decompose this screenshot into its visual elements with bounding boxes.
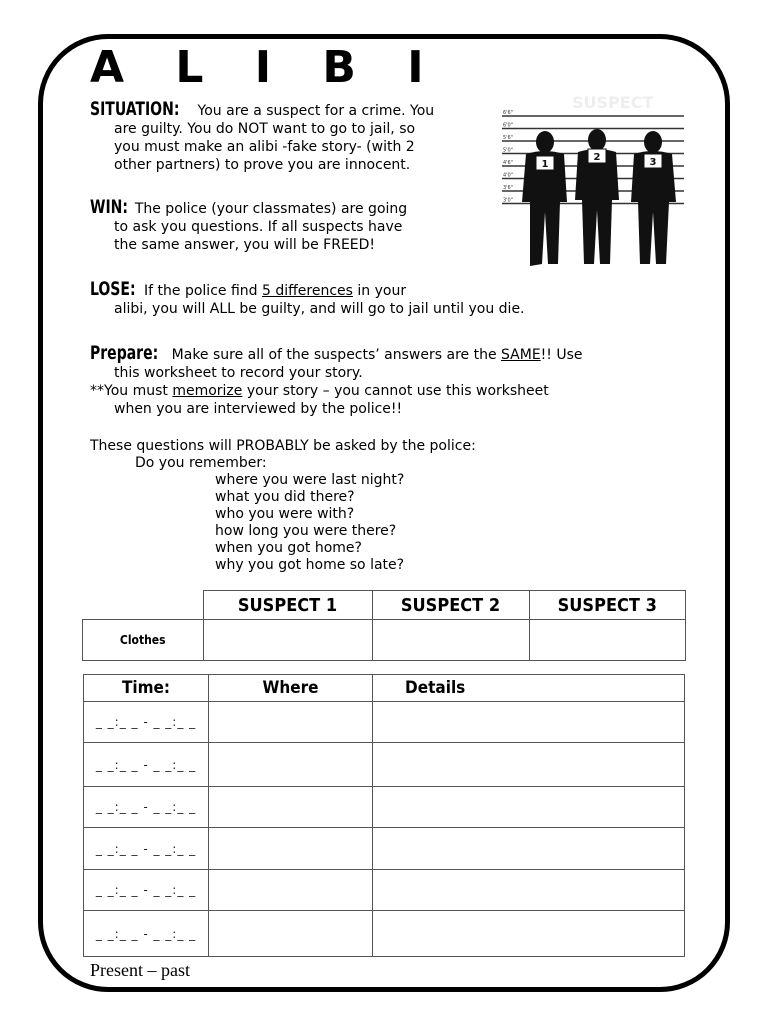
suspect-2-clothes-cell[interactable]: [372, 620, 529, 661]
win-line1: The police (your classmates) are going: [134, 201, 408, 217]
question-item: how long you were there?: [215, 523, 397, 539]
situation-line2: are guilty. You do NOT want to go to jail, so: [114, 121, 416, 137]
suspect-1-clothes-cell[interactable]: [203, 620, 372, 661]
prepare-line2: this worksheet to record your story.: [114, 365, 363, 381]
win-label: WIN:: [90, 196, 129, 218]
prepare-post: !! Use: [540, 347, 583, 363]
height-mark: 4'6": [503, 160, 514, 166]
question-item: when you got home?: [215, 540, 362, 556]
suspect-3-header: SUSPECT 3: [529, 591, 686, 620]
height-mark: 6'6": [503, 110, 514, 116]
suspect-silhouette-3: [631, 131, 676, 264]
police-lineup-image: [500, 96, 686, 268]
schedule-table: [83, 674, 685, 957]
questions-remember: Do you remember:: [135, 455, 267, 471]
win-section: [90, 198, 407, 254]
schedule-row: [84, 828, 685, 870]
prepare-label: Prepare:: [90, 342, 159, 364]
suspect-number-3: 3: [649, 157, 657, 168]
questions-intro: These questions will PROBABLY be asked by the police:: [90, 438, 476, 454]
where-cell[interactable]: [209, 828, 373, 870]
schedule-row: [84, 870, 685, 911]
suspect-number-2: 2: [593, 152, 601, 163]
where-cell[interactable]: [209, 870, 373, 911]
details-header: Details: [373, 675, 685, 702]
schedule-row: [84, 787, 685, 828]
where-cell[interactable]: [209, 702, 373, 743]
where-cell[interactable]: [209, 787, 373, 828]
height-mark: 3'0": [503, 197, 514, 204]
question-item: who you were with?: [215, 506, 355, 522]
schedule-row: [84, 911, 685, 957]
time-header: Time:: [84, 675, 209, 702]
lose-pre: If the police find: [144, 283, 258, 299]
situation-line1: You are a suspect for a crime. You: [197, 103, 435, 119]
details-cell[interactable]: [373, 870, 685, 911]
question-item: where you were last night?: [215, 472, 405, 488]
note-underlined: memorize: [172, 383, 243, 399]
time-cell[interactable]: _ _:_ _ - _ _:_ _: [84, 702, 209, 743]
where-cell[interactable]: [209, 911, 373, 957]
situation-label: SITUATION:: [90, 98, 180, 120]
schedule-row: [84, 702, 685, 743]
where-cell[interactable]: [209, 743, 373, 787]
details-cell[interactable]: [373, 787, 685, 828]
note-post: your story – you cannot use this worksheet: [246, 383, 549, 399]
suspects-table: [82, 590, 686, 661]
height-mark: 6'0": [503, 122, 514, 129]
lose-line2: alibi, you will ALL be guilty, and will go to jail until you die.: [114, 301, 525, 317]
height-mark: 3'6": [503, 185, 514, 191]
suspect-1-header: SUSPECT 1: [203, 591, 372, 620]
schedule-row: [84, 743, 685, 787]
question-item: what you did there?: [215, 489, 355, 505]
win-line3: the same answer, you will be FREED!: [114, 237, 376, 253]
height-mark: 4'0": [503, 172, 514, 179]
time-cell[interactable]: _ _:_ _ - _ _:_ _: [84, 870, 209, 911]
lose-label: LOSE:: [90, 278, 136, 300]
where-header: Where: [209, 675, 373, 702]
note-pre: **You must: [90, 383, 168, 399]
page-title: A L I B I: [90, 42, 442, 93]
questions-section: [90, 438, 476, 574]
prepare-pre: Make sure all of the suspects’ answers are the: [171, 347, 497, 363]
suspect-silhouette-2: [575, 129, 619, 264]
details-cell[interactable]: [373, 911, 685, 957]
lose-post: in your: [357, 283, 407, 299]
situation-section: [90, 100, 434, 174]
lose-underlined: 5 differences: [262, 283, 353, 299]
question-item: why you got home so late?: [215, 557, 405, 573]
situation-line4: other partners) to prove you are innocent.: [114, 157, 411, 173]
details-cell[interactable]: [373, 702, 685, 743]
height-mark: 5'0": [503, 147, 514, 154]
details-cell[interactable]: [373, 828, 685, 870]
time-cell[interactable]: _ _:_ _ - _ _:_ _: [84, 743, 209, 787]
prepare-underlined: SAME: [501, 347, 541, 363]
footer-note: Present – past: [90, 960, 190, 980]
lose-section: [90, 280, 525, 318]
suspects-table-corner: [83, 591, 204, 620]
suspect-silhouette-1: [522, 131, 567, 266]
height-mark: 5'6": [503, 135, 514, 141]
note-line2: when you are interviewed by the police!!: [114, 401, 403, 417]
prepare-section: [90, 344, 583, 418]
questions-list: [90, 472, 476, 574]
time-cell[interactable]: _ _:_ _ - _ _:_ _: [84, 911, 209, 957]
situation-line3: you must make an alibi -fake story- (with 2: [114, 139, 415, 155]
suspect-silhouettes: [522, 129, 676, 266]
suspect-number-1: 1: [541, 159, 549, 170]
details-cell[interactable]: [373, 743, 685, 787]
suspect-3-clothes-cell[interactable]: [529, 620, 686, 661]
time-cell[interactable]: _ _:_ _ - _ _:_ _: [84, 828, 209, 870]
time-cell[interactable]: _ _:_ _ - _ _:_ _: [84, 787, 209, 828]
suspect-2-header: SUSPECT 2: [372, 591, 529, 620]
clothes-row-label: Clothes: [83, 620, 204, 661]
win-line2: to ask you questions. If all suspects have: [114, 219, 403, 235]
lineup-sign-text: SUSPECT: [572, 96, 654, 112]
